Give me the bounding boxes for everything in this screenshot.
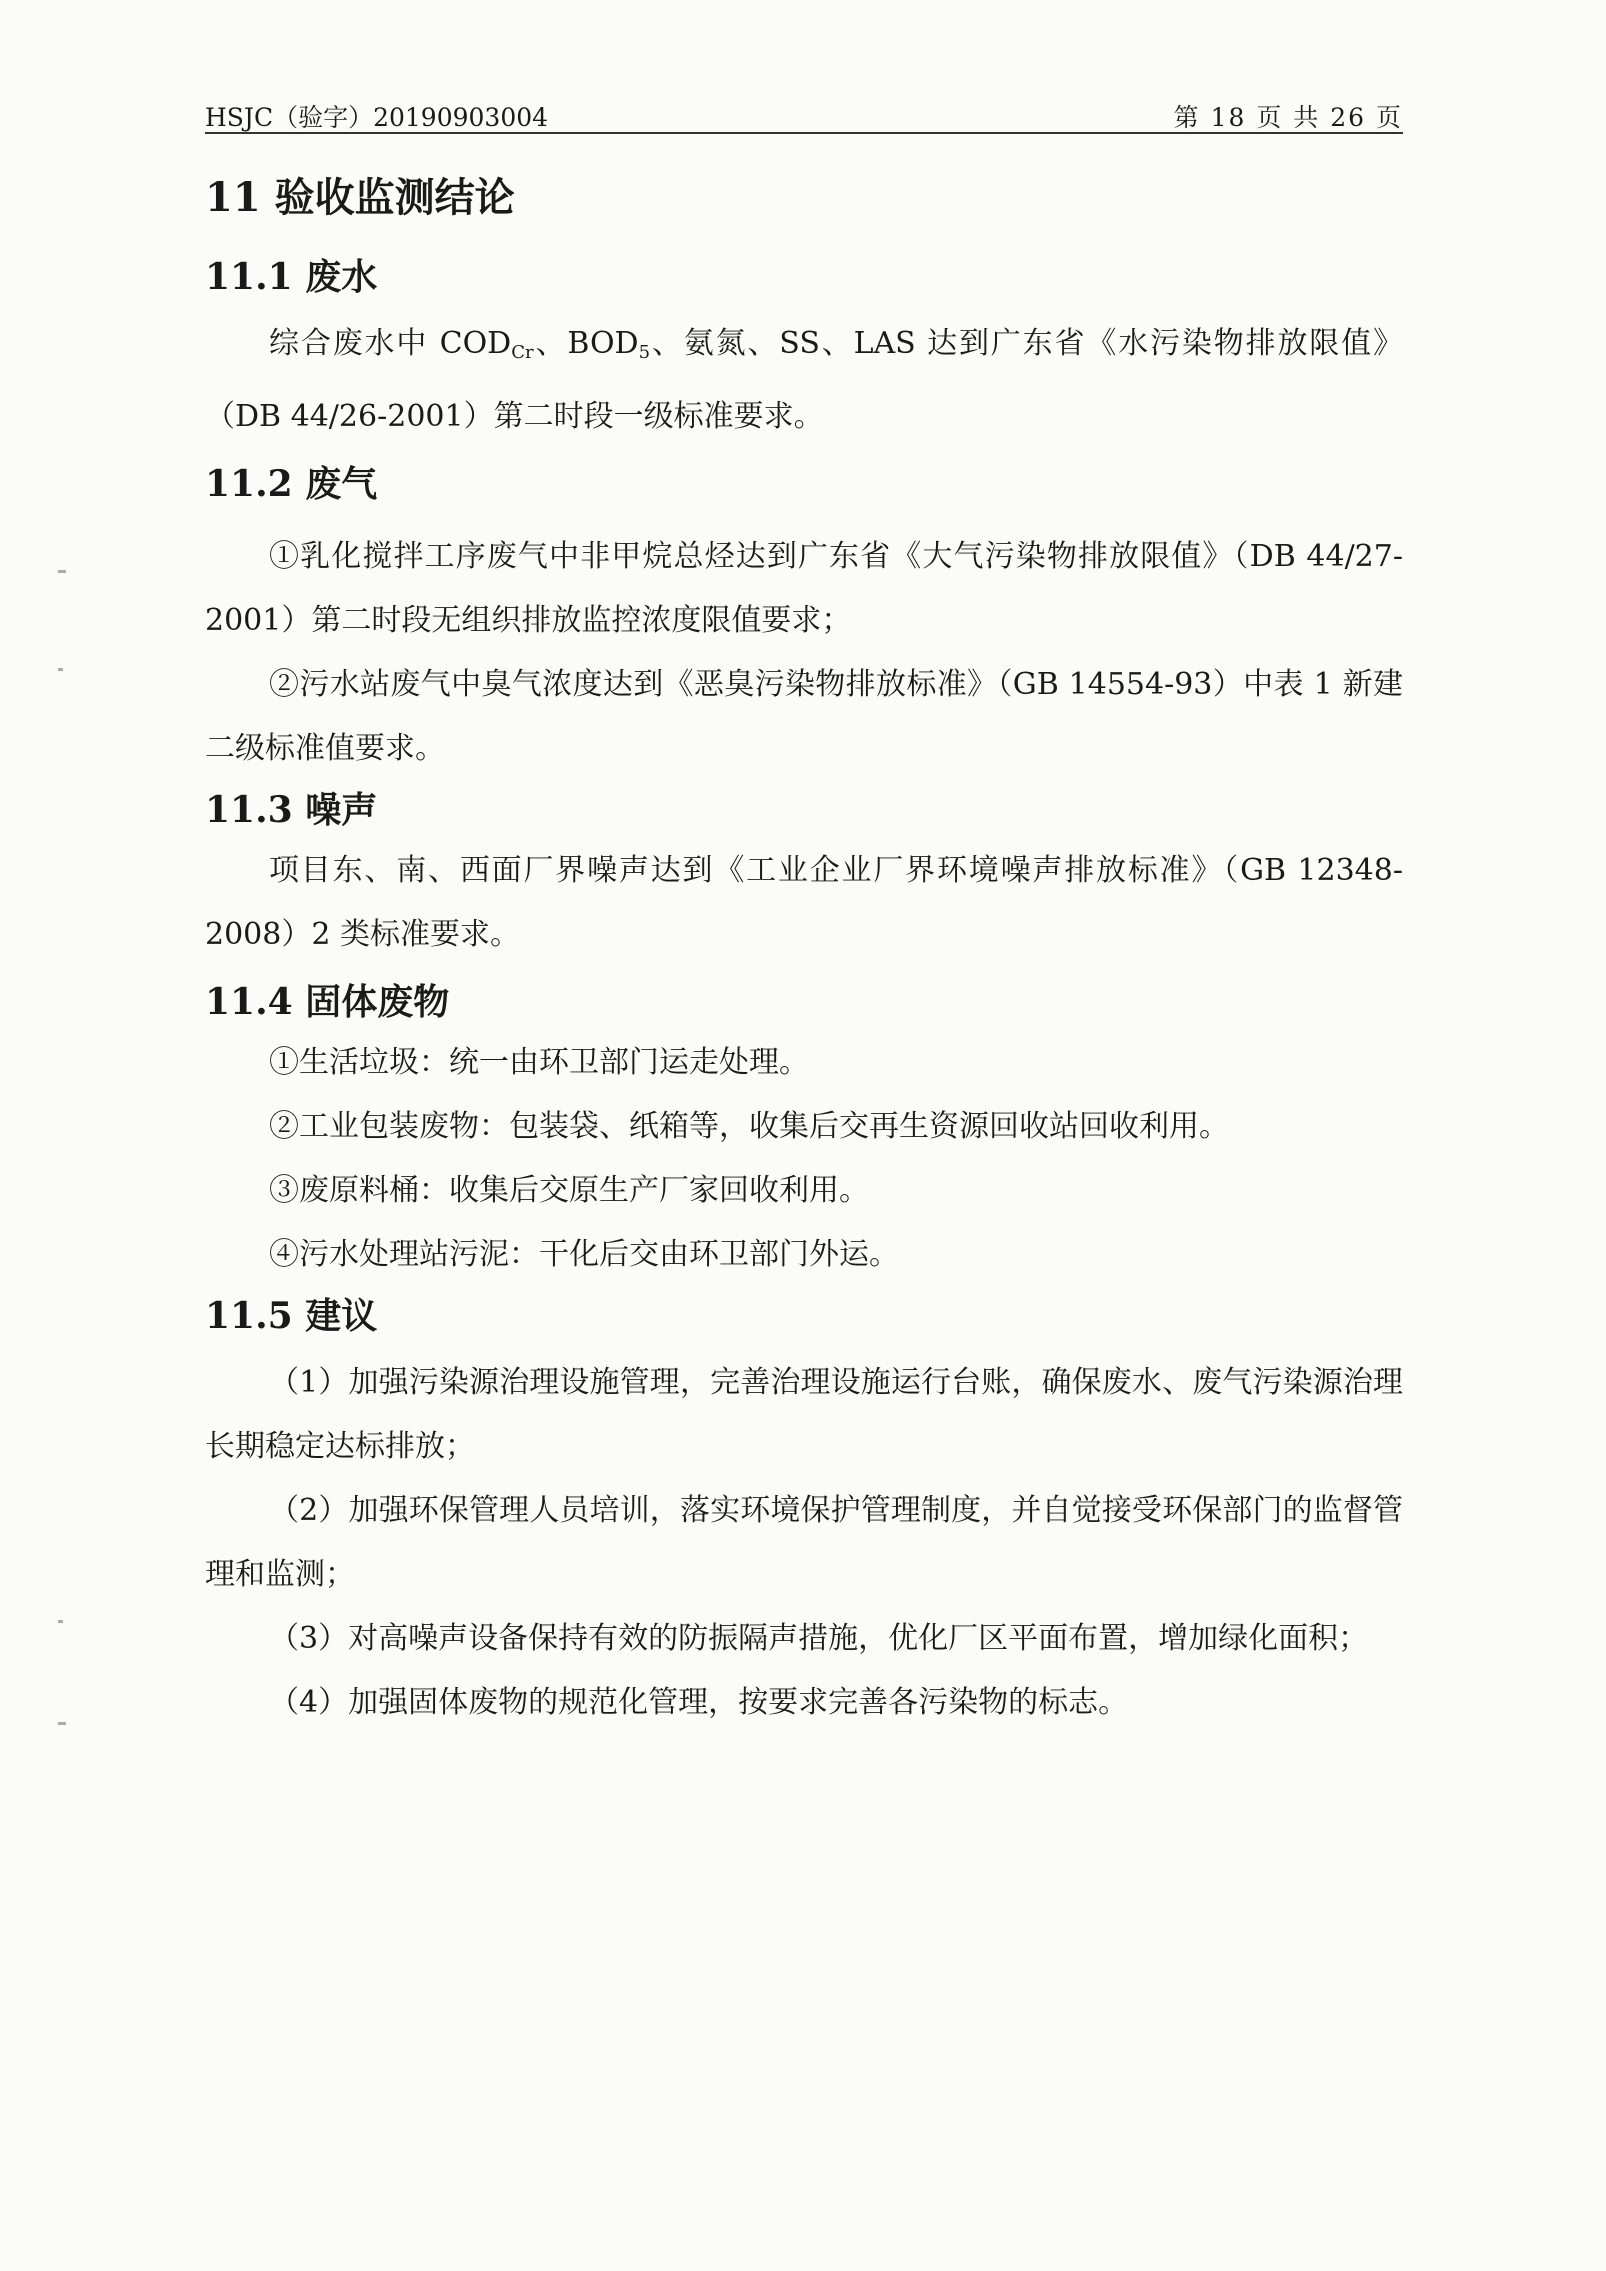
document-number: HSJC（验字）20190903004 xyxy=(205,103,549,132)
wastewater-text-a: 综合废水中 COD xyxy=(269,326,512,361)
heading-wastewater: 11.1 废水 xyxy=(205,256,378,298)
heading-noise: 11.3 噪声 xyxy=(205,789,378,831)
exhaust-paragraph-2: ②污水站废气中臭气浓度达到《恶臭污染物排放标准》（GB 14554-93）中表 1 新建二级标准值要求。 xyxy=(205,667,1403,766)
scan-mark xyxy=(58,668,63,671)
wastewater-text-c: 、氨氮、SS、LAS 达到广东省《水污染物排放限值》（DB 44/26-2001）第二时段一级标准要求。 xyxy=(205,326,1403,434)
suggestion-item: （2）加强环保管理人员培训，落实环境保护管理制度，并自觉接受环保部门的监督管理和监测； xyxy=(205,1493,1403,1592)
scan-mark xyxy=(58,570,66,573)
page-number: 第 18 页 共 26 页 xyxy=(1173,103,1403,132)
exhaust-paragraph-1: ①乳化搅拌工序废气中非甲烷总烃达到广东省《大气污染物排放限值》（DB 44/27-2001）第二时段无组织排放监控浓度限值要求； xyxy=(205,539,1403,638)
solid-waste-item: ①生活垃圾：统一由环卫部门运走处理。 xyxy=(269,1045,809,1080)
section-title: 11 验收监测结论 xyxy=(205,174,515,221)
solid-waste-item: ③废原料桶：收集后交原生产厂家回收利用。 xyxy=(269,1173,869,1208)
wastewater-text-b: 、BOD xyxy=(533,326,639,361)
suggestion-item: （4）加强固体废物的规范化管理，按要求完善各污染物的标志。 xyxy=(269,1685,1129,1720)
scan-mark xyxy=(58,1722,66,1725)
heading-suggestions: 11.5 建议 xyxy=(205,1295,378,1337)
document-body xyxy=(205,168,1403,1735)
scan-mark xyxy=(58,1620,63,1623)
heading-exhaust: 11.2 废气 xyxy=(205,463,378,505)
noise-paragraph: 项目东、南、西面厂界噪声达到《工业企业厂界环境噪声排放标准》（GB 12348-2008）2 类标准要求。 xyxy=(205,853,1403,952)
bod-subscript: 5 xyxy=(638,342,651,363)
wastewater-paragraph xyxy=(205,312,1403,449)
suggestion-item: （1）加强污染源治理设施管理，完善治理设施运行台账，确保废水、废气污染源治理长期稳定达标排放； xyxy=(205,1365,1403,1464)
suggestion-item: （3）对高噪声设备保持有效的防振隔声措施，优化厂区平面布置，增加绿化面积； xyxy=(269,1621,1369,1656)
page-header xyxy=(205,96,1403,134)
solid-waste-item: ②工业包装废物：包装袋、纸箱等，收集后交再生资源回收站回收利用。 xyxy=(269,1109,1229,1144)
cod-subscript: Cr xyxy=(511,342,534,363)
solid-waste-item: ④污水处理站污泥：干化后交由环卫部门外运。 xyxy=(269,1237,899,1272)
heading-solid-waste: 11.4 固体废物 xyxy=(205,981,450,1023)
